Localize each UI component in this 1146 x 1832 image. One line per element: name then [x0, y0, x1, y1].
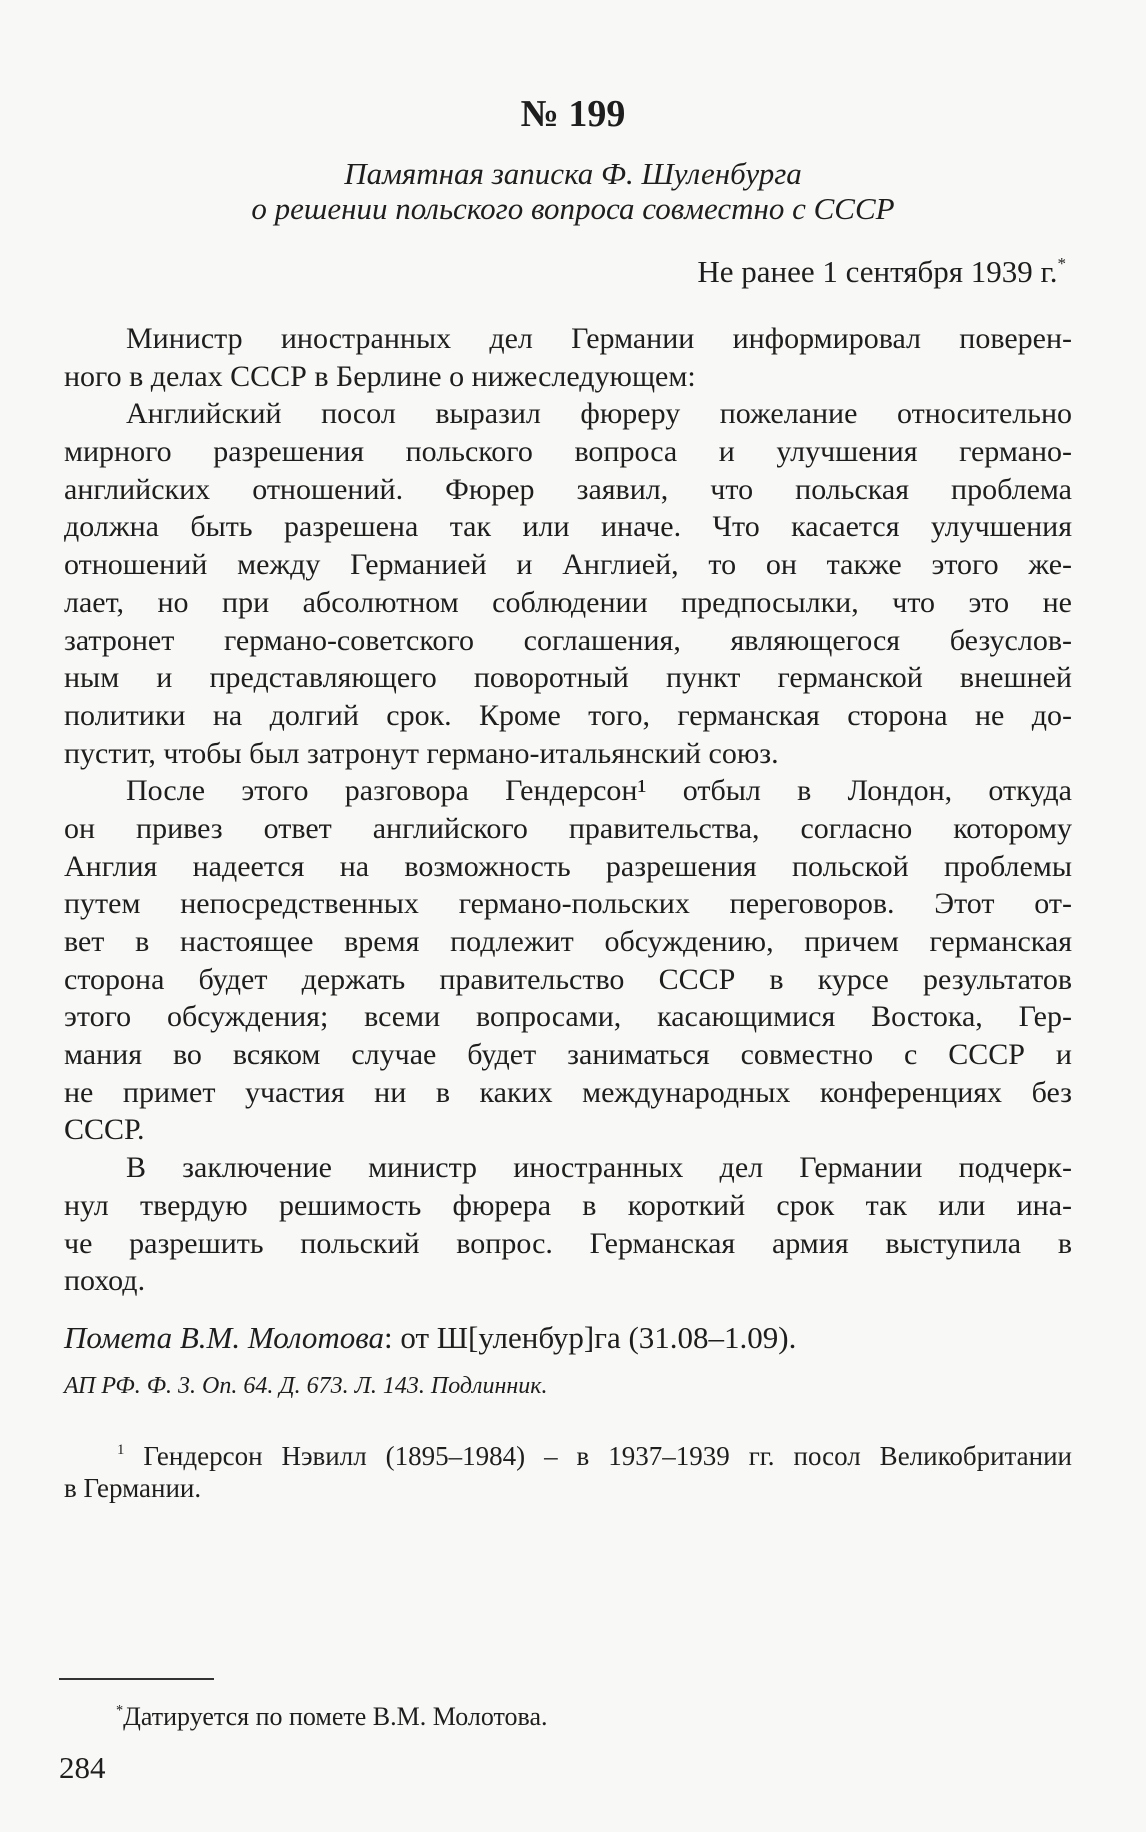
text-line: должна быть разрешена так или иначе. Что касается улучшения	[64, 510, 1072, 544]
paragraph	[64, 395, 1072, 772]
footnote-1	[64, 1440, 1072, 1504]
text-line: Министр иностранных дел Германии информировал поверен-	[126, 322, 1072, 355]
paragraph	[64, 772, 1072, 1149]
text-line: После этого разговора Гендерсон¹ отбыл в Лондон, откуда	[126, 774, 1072, 808]
text-line: поход.	[64, 1264, 146, 1298]
date-text: Не ранее 1 сентября 1939 г.	[697, 254, 1058, 289]
footnote-line	[64, 1440, 1072, 1472]
note-label: Помета В.М. Молотова	[64, 1320, 385, 1355]
text-line: политики на долгий срок. Кроме того, германская сторона не до-	[64, 698, 1072, 732]
text-line: ного в делах СССР в Берлине о нижеследующем:	[64, 359, 696, 393]
text-line: лает, но при абсолютном соблюдении предпосылки, что это не	[64, 585, 1072, 619]
document-body	[64, 320, 1072, 1300]
text-line: он привез ответ английского правительства, согласно которому	[64, 811, 1072, 845]
text-line: СССР.	[64, 1113, 145, 1147]
paragraph	[64, 320, 1072, 395]
text-line: путем непосредственных германо-польских переговоров. Этот от-	[64, 887, 1072, 921]
footnote-mark: 1	[117, 1441, 125, 1458]
molotov-note	[64, 1320, 796, 1356]
document-title	[0, 156, 1146, 226]
text-line: пустит, чтобы был затронут германо-итальянский союз.	[64, 736, 779, 770]
text-line: нул твердую решимость фюрера в короткий срок так или ина-	[64, 1188, 1072, 1222]
footnote-star-text: Датируется по помете В.М. Молотова.	[123, 1702, 548, 1731]
title-line: Памятная записка Ф. Шуленбурга	[344, 156, 802, 191]
title-line: о решении польского вопроса совместно с СССР	[251, 191, 895, 226]
footnote-text: Гендерсон Нэвилл (1895–1984) – в 1937–1939 гг. посол Великобритании	[143, 1441, 1072, 1471]
text-line: В заключение министр иностранных дел Германии подчерк-	[126, 1151, 1072, 1185]
footnote-line: в Германии.	[64, 1473, 202, 1503]
text-line: че разрешить польский вопрос. Германская армия выступила в	[64, 1226, 1072, 1260]
text-line: мания во всяком случае будет заниматься совместно с СССР и	[64, 1038, 1072, 1072]
page-number: 284	[59, 1750, 106, 1785]
text-line: не примет участия ни в каких международных конференциях без	[64, 1075, 1072, 1109]
archive-reference: АП РФ. Ф. 3. Оп. 64. Д. 673. Л. 143. Подлинник.	[64, 1373, 548, 1399]
text-line: затронет германо-советского соглашения, являющегося безуслов-	[64, 623, 1072, 657]
text-line: Англия надеется на возможность разрешения польской проблемы	[64, 849, 1072, 883]
text-line: сторона будет держать правительство СССР в курсе результатов	[64, 962, 1072, 996]
date-footnote-mark: *	[1057, 254, 1066, 274]
footnote-star-mark: *	[116, 1702, 124, 1719]
document-number: № 199	[520, 93, 626, 135]
footnote-star	[116, 1702, 548, 1732]
text-line: мирного разрешения польского вопроса и улучшения германо-	[64, 435, 1072, 469]
paragraph	[64, 1149, 1072, 1300]
note-text: : от Ш[уленбур]га (31.08–1.09).	[384, 1320, 797, 1355]
text-line: Английский посол выразил фюреру пожелание относительно	[126, 397, 1072, 431]
text-line: этого обсуждения; всеми вопросами, касающимися Востока, Гер-	[64, 1000, 1072, 1034]
text-line: отношений между Германией и Англией, то он также этого же-	[64, 548, 1072, 582]
text-line: английских отношений. Фюрер заявил, что польская проблема	[64, 472, 1072, 506]
footnote-divider	[59, 1678, 214, 1680]
text-line: вет в настоящее время подлежит обсуждению, причем германская	[64, 925, 1072, 958]
document-date	[697, 254, 1066, 290]
text-line: ным и представляющего поворотный пункт германской внешней	[64, 661, 1072, 695]
